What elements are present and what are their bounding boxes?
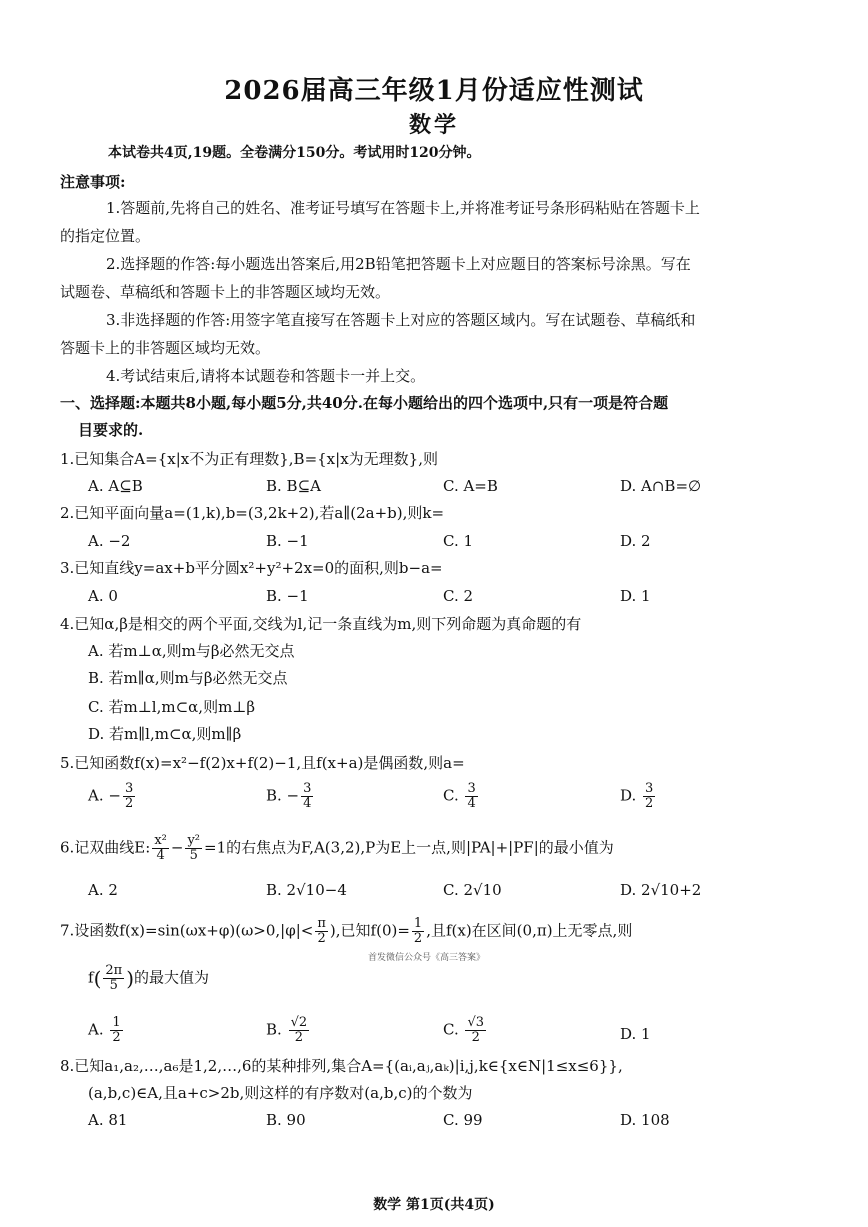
fraction-denominator: 4 xyxy=(303,796,312,811)
fraction-numerator: 1 xyxy=(112,1015,121,1030)
q8-option-d: D. 108 xyxy=(620,1111,670,1129)
q1-stem: 1.已知集合A={x|x不为正有理数},B={x|x为无理数},则 xyxy=(60,450,438,468)
q5-stem: 5.已知函数f(x)=x²−f(2)x+f(2)−1,且f(x+a)是偶函数,则a= xyxy=(60,754,465,772)
q6-option-d: D. 2√10+2 xyxy=(620,881,702,899)
q7-fraction-half xyxy=(412,917,424,946)
q5-option-b xyxy=(266,782,315,811)
exam-info: 本试卷共4页,19题。全卷满分150分。考试用时120分钟。 xyxy=(108,145,481,161)
q7-function-name: f xyxy=(88,968,94,987)
notes-heading: 注意事项: xyxy=(60,173,126,191)
q6-option-c: C. 2√10 xyxy=(443,881,502,899)
note-1a: 1.答题前,先将自己的姓名、准考证号填写在答题卡上,并将准考证号条形码粘贴在答题卡上 xyxy=(106,199,700,217)
fraction-denominator: 2 xyxy=(413,931,423,946)
q8-option-a: A. 81 xyxy=(88,1111,128,1129)
q2-option-a: A. −2 xyxy=(88,532,131,550)
q7-line2-suffix: 的最大值为 xyxy=(134,968,210,987)
q5-option-c-fraction xyxy=(465,782,477,811)
fraction-denominator: 2 xyxy=(317,931,326,946)
q7-fraction-arg xyxy=(103,964,124,993)
q4-option-d: D. 若m∥l,m⊂α,则m∥β xyxy=(88,725,242,743)
q1-option-d: D. A∩B=∅ xyxy=(620,477,702,495)
q7-option-b-fraction xyxy=(289,1016,310,1045)
right-paren: ) xyxy=(126,966,135,991)
q2-stem: 2.已知平面向量a=(1,k),b=(3,2k+2),若a∥(2a+b),则k= xyxy=(60,504,445,522)
fraction-numerator: √2 xyxy=(290,1015,308,1030)
q7-option-a-label: A. xyxy=(88,1020,109,1039)
fraction-denominator: 2 xyxy=(645,796,654,811)
q6-fraction-x xyxy=(152,834,169,863)
q4-stem: 4.已知α,β是相交的两个平面,交线为l,记一条直线为m,则下列命题为真命题的有 xyxy=(60,615,582,633)
page-footer: 数学 第1页(共4页) xyxy=(373,1197,495,1213)
q3-option-a: A. 0 xyxy=(88,587,118,605)
q2-option-d: D. 2 xyxy=(620,532,651,550)
note-2a: 2.选择题的作答:每小题选出答案后,用2B铅笔把答题卡上对应题目的答案标号涂黑。写在 xyxy=(106,255,691,273)
q7-stem-suffix: ,且f(x)在区间(0,π)上无零点,则 xyxy=(426,921,633,940)
q6-option-b: B. 2√10−4 xyxy=(266,881,347,899)
q5-option-d-fraction xyxy=(643,782,655,811)
q7-fraction-pi xyxy=(315,917,328,946)
q7-option-a-fraction xyxy=(110,1016,122,1045)
q1-option-a: A. A⊆B xyxy=(88,477,143,495)
q5-option-d-label: D. xyxy=(620,786,642,805)
q5-option-a-label: A. − xyxy=(88,786,121,805)
q6-minus-sign: − xyxy=(170,838,184,857)
q4-option-a: A. 若m⊥α,则m与β必然无交点 xyxy=(88,642,295,660)
section-heading-1: 一、选择题:本题共8小题,每小题5分,共40分.在每小题给出的四个选项中,只有一项是符合题 xyxy=(60,394,669,412)
note-3a: 3.非选择题的作答:用签字笔直接写在答题卡上对应的答题区域内。写在试题卷、草稿纸和 xyxy=(106,311,696,329)
q7-stem-line2 xyxy=(88,964,209,993)
q1-option-b: B. B⊆A xyxy=(266,477,321,495)
q4-option-b: B. 若m∥α,则m与β必然无交点 xyxy=(88,669,288,687)
fraction-numerator: 3 xyxy=(467,781,476,796)
q5-option-b-label: B. − xyxy=(266,786,300,805)
fraction-numerator: 3 xyxy=(124,781,134,796)
watermark-text: 首发微信公众号《高三答案》 xyxy=(368,953,486,963)
fraction-numerator: y² xyxy=(187,833,201,848)
q5-option-a-fraction xyxy=(123,782,135,811)
q1-option-c: C. A=B xyxy=(443,477,498,495)
q7-option-b-label: B. xyxy=(266,1020,287,1039)
q6-fraction-y xyxy=(185,834,202,863)
q5-option-b-fraction xyxy=(301,782,313,811)
fraction-denominator: 2 xyxy=(124,796,134,811)
note-4: 4.考试结束后,请将本试题卷和答题卡一并上交。 xyxy=(106,367,426,385)
fraction-denominator: 5 xyxy=(109,978,118,993)
q8-stem-line1: 8.已知a₁,a₂,…,a₆是1,2,…,6的某种排列,集合A={(aᵢ,aⱼ,aₖ)|i,j,k∈{x∈N|1≤x≤6}}, xyxy=(60,1057,623,1075)
fraction-numerator: √3 xyxy=(467,1015,485,1030)
fraction-denominator: 2 xyxy=(112,1030,121,1045)
q3-option-b: B. −1 xyxy=(266,587,309,605)
q2-option-b: B. −1 xyxy=(266,532,309,550)
q6-stem-suffix: =1的右焦点为F,A(3,2),P为E上一点,则|PA|+|PF|的最小值为 xyxy=(204,838,614,857)
fraction-numerator: x² xyxy=(154,833,167,848)
fraction-denominator: 5 xyxy=(189,848,198,863)
q7-condition-prefix: (ω>0,|φ|< xyxy=(235,921,314,940)
q7-option-c-fraction xyxy=(465,1016,486,1045)
subject-title: 数学 xyxy=(408,112,459,138)
q7-option-c xyxy=(443,1016,488,1045)
q7-option-a xyxy=(88,1016,125,1045)
exam-title: 2026届高三年级1月份适应性测试 xyxy=(224,76,644,106)
q8-stem-line2: (a,b,c)∈A,且a+c>2b,则这样的有序数对(a,b,c)的个数为 xyxy=(88,1084,473,1102)
q7-condition-suffix: ),已知f(0)= xyxy=(329,921,410,940)
q5-option-a xyxy=(88,782,137,811)
q8-option-c: C. 99 xyxy=(443,1111,483,1129)
section-heading-2: 目要求的. xyxy=(78,421,144,439)
fraction-numerator: π xyxy=(317,916,326,931)
q2-option-c: C. 1 xyxy=(443,532,474,550)
fraction-denominator: 4 xyxy=(467,796,476,811)
note-3b: 答题卡上的非答题区域均无效。 xyxy=(60,339,271,357)
fraction-denominator: 2 xyxy=(294,1030,303,1045)
q6-stem-prefix: 6.记双曲线E: xyxy=(60,838,151,857)
q3-option-d: D. 1 xyxy=(620,587,651,605)
fraction-denominator: 4 xyxy=(156,848,165,863)
q5-option-d xyxy=(620,782,657,811)
q3-stem: 3.已知直线y=ax+b平分圆x²+y²+2x=0的面积,则b−a= xyxy=(60,559,443,577)
note-1b: 的指定位置。 xyxy=(60,227,151,245)
q4-option-c: C. 若m⊥l,m⊂α,则m⊥β xyxy=(88,698,256,716)
q7-stem xyxy=(60,917,632,946)
fraction-denominator: 2 xyxy=(471,1030,480,1045)
q6-option-a: A. 2 xyxy=(88,881,118,899)
q3-option-c: C. 2 xyxy=(443,587,474,605)
q7-option-b xyxy=(266,1016,311,1045)
q6-stem xyxy=(60,834,614,863)
q5-option-c-label: C. xyxy=(443,786,464,805)
fraction-numerator: 2π xyxy=(105,963,123,978)
q7-option-c-label: C. xyxy=(443,1020,464,1039)
note-2b: 试题卷、草稿纸和答题卡上的非答题区域均无效。 xyxy=(60,283,391,301)
q8-option-b: B. 90 xyxy=(266,1111,306,1129)
q7-stem-prefix: 7.设函数f(x)=sin(ωx+φ) xyxy=(60,921,236,940)
q7-option-d: D. 1 xyxy=(620,1025,651,1043)
fraction-numerator: 3 xyxy=(303,781,312,796)
left-paren: ( xyxy=(93,966,102,991)
q5-option-c xyxy=(443,782,480,811)
fraction-numerator: 1 xyxy=(413,916,423,931)
fraction-numerator: 3 xyxy=(645,781,654,796)
